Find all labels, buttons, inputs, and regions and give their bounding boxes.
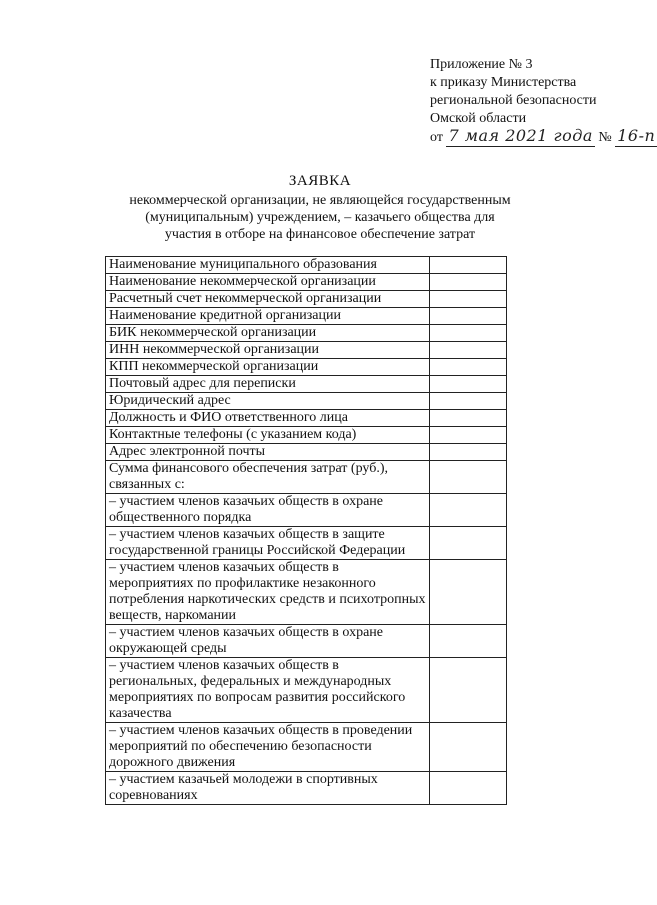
row-label: Почтовый адрес для переписки (106, 376, 430, 393)
row-label: КПП некоммерческой организации (106, 359, 430, 376)
table-row (106, 625, 507, 658)
row-value-field[interactable] (430, 393, 507, 410)
row-label: Наименование муниципального образования (106, 257, 430, 274)
row-value-field[interactable] (430, 560, 507, 625)
document-title: ЗАЯВКА (288, 173, 352, 189)
row-value-field[interactable] (430, 772, 507, 805)
row-label: Расчетный счет некоммерческой организации (106, 291, 430, 308)
table-row (106, 658, 507, 723)
row-value-field[interactable] (430, 444, 507, 461)
table-row (106, 325, 507, 342)
table-row (106, 410, 507, 427)
row-value-field[interactable] (430, 658, 507, 723)
row-value-field[interactable] (430, 461, 507, 494)
row-value-field[interactable] (430, 723, 507, 772)
number-field (615, 128, 657, 147)
handwritten-number: 16-п (617, 126, 656, 145)
table-row (106, 291, 507, 308)
handwritten-date: 7 мая 2021 года (448, 126, 593, 145)
table-row (106, 772, 507, 805)
table-row (106, 342, 507, 359)
row-label: – участием казачьей молодежи в спортивных соревнованиях (106, 772, 430, 805)
table-row (106, 560, 507, 625)
row-label: – участием членов казачьих обществ в мероприятиях по профилактике незаконного потребления наркотических средств и психотропных веществ, наркомании (106, 560, 430, 625)
table-row (106, 427, 507, 444)
row-value-field[interactable] (430, 527, 507, 560)
table-row (106, 376, 507, 393)
date-prefix: от (430, 130, 443, 145)
subtitle-line-2: (муниципальным) учреждением, – казачьего общества для (145, 210, 495, 225)
row-value-field[interactable] (430, 625, 507, 658)
appendix-ministry: региональной безопасности (430, 93, 597, 108)
table-row (106, 723, 507, 772)
document-heading (0, 173, 640, 243)
row-value-field[interactable] (430, 427, 507, 444)
row-value-field[interactable] (430, 410, 507, 427)
row-label: – участием членов казачьих обществ в защите государственной границы Российской Федерации (106, 527, 430, 560)
row-label: – участием членов казачьих обществ в охране общественного порядка (106, 494, 430, 527)
row-label: Адрес электронной почты (106, 444, 430, 461)
row-label: Должность и ФИО ответственного лица (106, 410, 430, 427)
row-label: Наименование кредитной организации (106, 308, 430, 325)
table-row (106, 527, 507, 560)
table-row (106, 444, 507, 461)
row-label: – участием членов казачьих обществ в охране окружающей среды (106, 625, 430, 658)
row-label: Контактные телефоны (с указанием кода) (106, 427, 430, 444)
table-row (106, 461, 507, 494)
row-label: Юридический адрес (106, 393, 430, 410)
row-value-field[interactable] (430, 308, 507, 325)
table-row (106, 257, 507, 274)
row-value-field[interactable] (430, 376, 507, 393)
row-label: ИНН некоммерческой организации (106, 342, 430, 359)
date-field (446, 128, 594, 147)
appendix-region: Омской области (430, 111, 527, 126)
subtitle-line-3: участия в отборе на финансовое обеспечение затрат (164, 227, 476, 242)
subtitle-line-1: некоммерческой организации, не являющейся государственным (129, 193, 511, 208)
row-value-field[interactable] (430, 359, 507, 376)
row-label: – участием членов казачьих обществ в проведении мероприятий по обеспечению безопасности дорожного движения (106, 723, 430, 772)
row-value-field[interactable] (430, 257, 507, 274)
row-label: Сумма финансового обеспечения затрат (руб.), связанных с: (106, 461, 430, 494)
row-value-field[interactable] (430, 291, 507, 308)
row-value-field[interactable] (430, 342, 507, 359)
table-row (106, 359, 507, 376)
row-label: Наименование некоммерческой организации (106, 274, 430, 291)
row-value-field[interactable] (430, 325, 507, 342)
row-label: – участием членов казачьих обществ в региональных, федеральных и международных мероприятиях по вопросам развития российского казачества (106, 658, 430, 723)
row-value-field[interactable] (430, 494, 507, 527)
row-value-field[interactable] (430, 274, 507, 291)
appendix-block (430, 56, 657, 147)
appendix-number: Приложение № 3 (430, 57, 533, 72)
application-form-table (105, 256, 507, 805)
number-prefix: № (598, 130, 612, 145)
table-row (106, 494, 507, 527)
appendix-order-ref: к приказу Министерства (430, 75, 577, 90)
table-row (106, 393, 507, 410)
table-row (106, 274, 507, 291)
row-label: БИК некоммерческой организации (106, 325, 430, 342)
table-row (106, 308, 507, 325)
appendix-date-line (430, 128, 657, 147)
